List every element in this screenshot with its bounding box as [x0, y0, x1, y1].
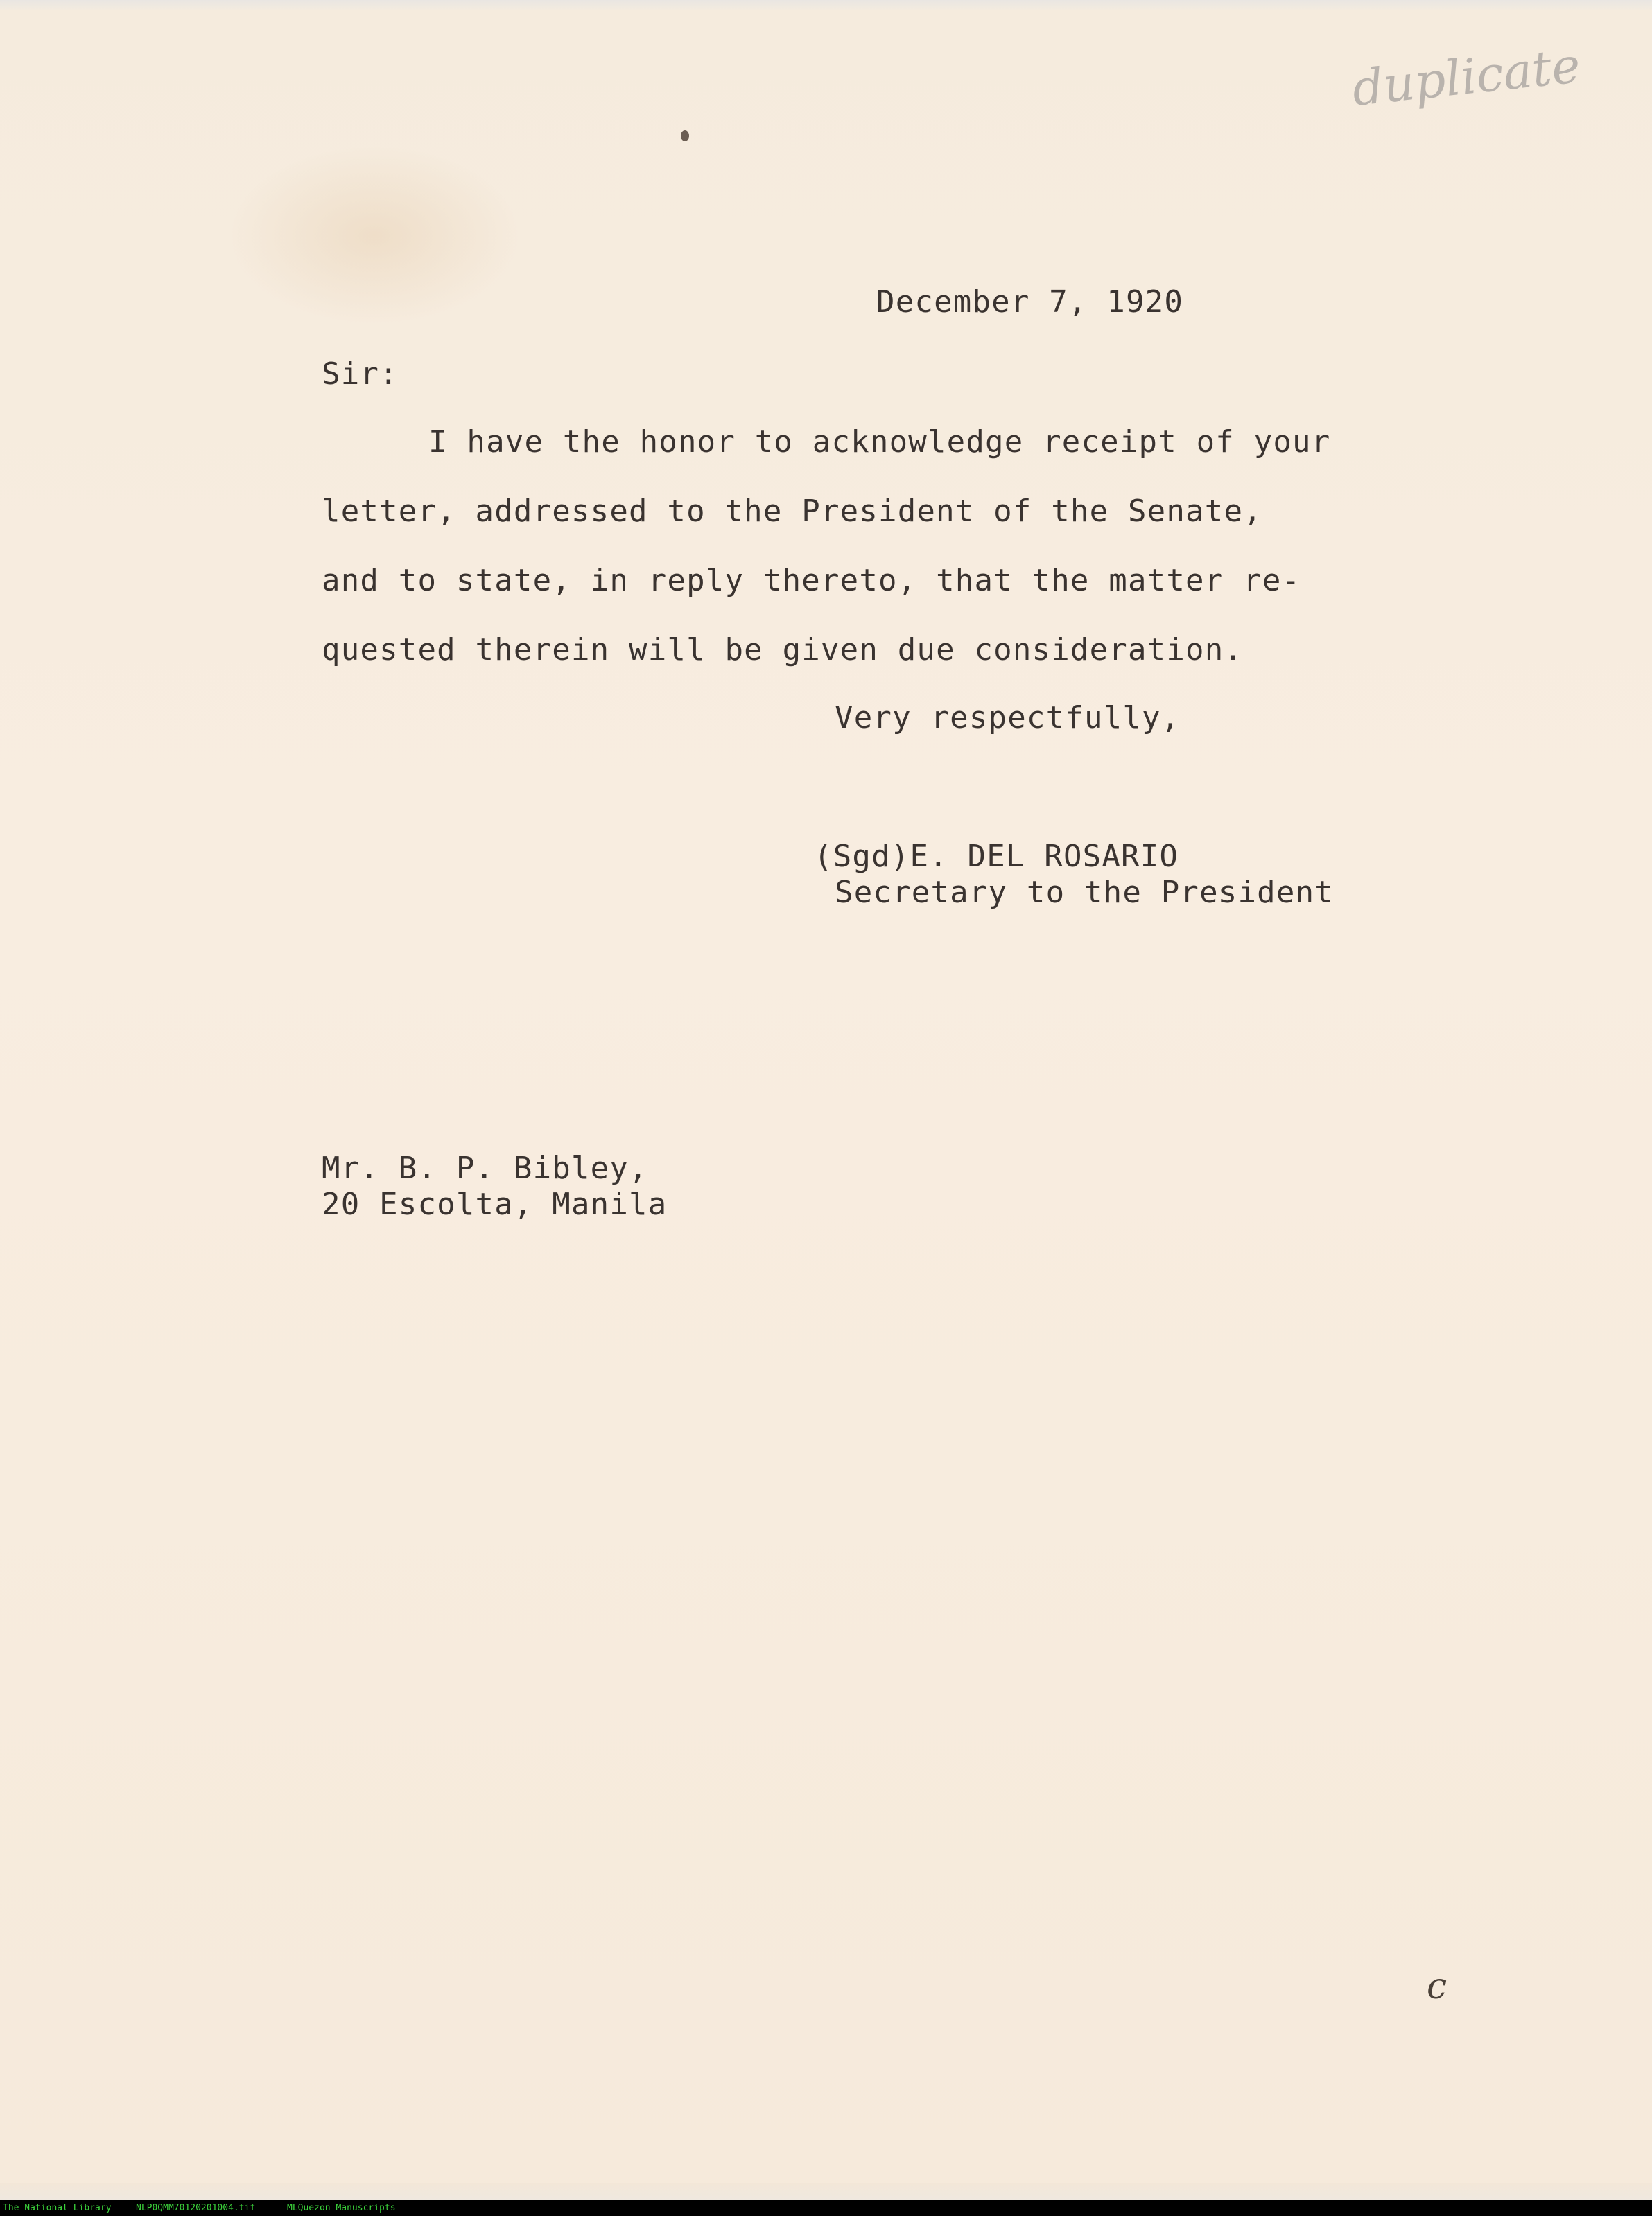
body-line-3: and to state, in reply thereto, that the matter re-: [322, 563, 1301, 598]
closing: Very respectfully,: [835, 700, 1181, 735]
handwritten-mark: c: [1427, 1966, 1447, 2007]
letter-date: December 7, 1920: [876, 284, 1184, 320]
signature-title: Secretary to the President: [835, 875, 1334, 910]
addressee-name: Mr. B. P. Bibley,: [322, 1151, 648, 1186]
footer-collection: MLQuezon Manuscripts: [287, 2203, 396, 2213]
footer-library: The National Library: [3, 2203, 112, 2213]
page-bottom-edge: [0, 2183, 1652, 2200]
paper-stain: [229, 146, 520, 326]
handwritten-annotation: duplicate: [1349, 36, 1583, 118]
body-line-1: I have the honor to acknowledge receipt of your: [428, 424, 1331, 460]
salutation: Sir:: [322, 356, 399, 392]
signature-name: (Sgd)E. DEL ROSARIO: [814, 839, 1179, 874]
ink-spot: [681, 130, 689, 141]
page-top-edge: [0, 0, 1652, 10]
footer-file-id: NLP0QMM70120201004.tif: [136, 2203, 256, 2213]
body-line-4: quested therein will be given due consideration.: [322, 632, 1244, 668]
addressee-address: 20 Escolta, Manila: [322, 1187, 668, 1222]
body-line-2: letter, addressed to the President of the Senate,: [322, 494, 1262, 529]
